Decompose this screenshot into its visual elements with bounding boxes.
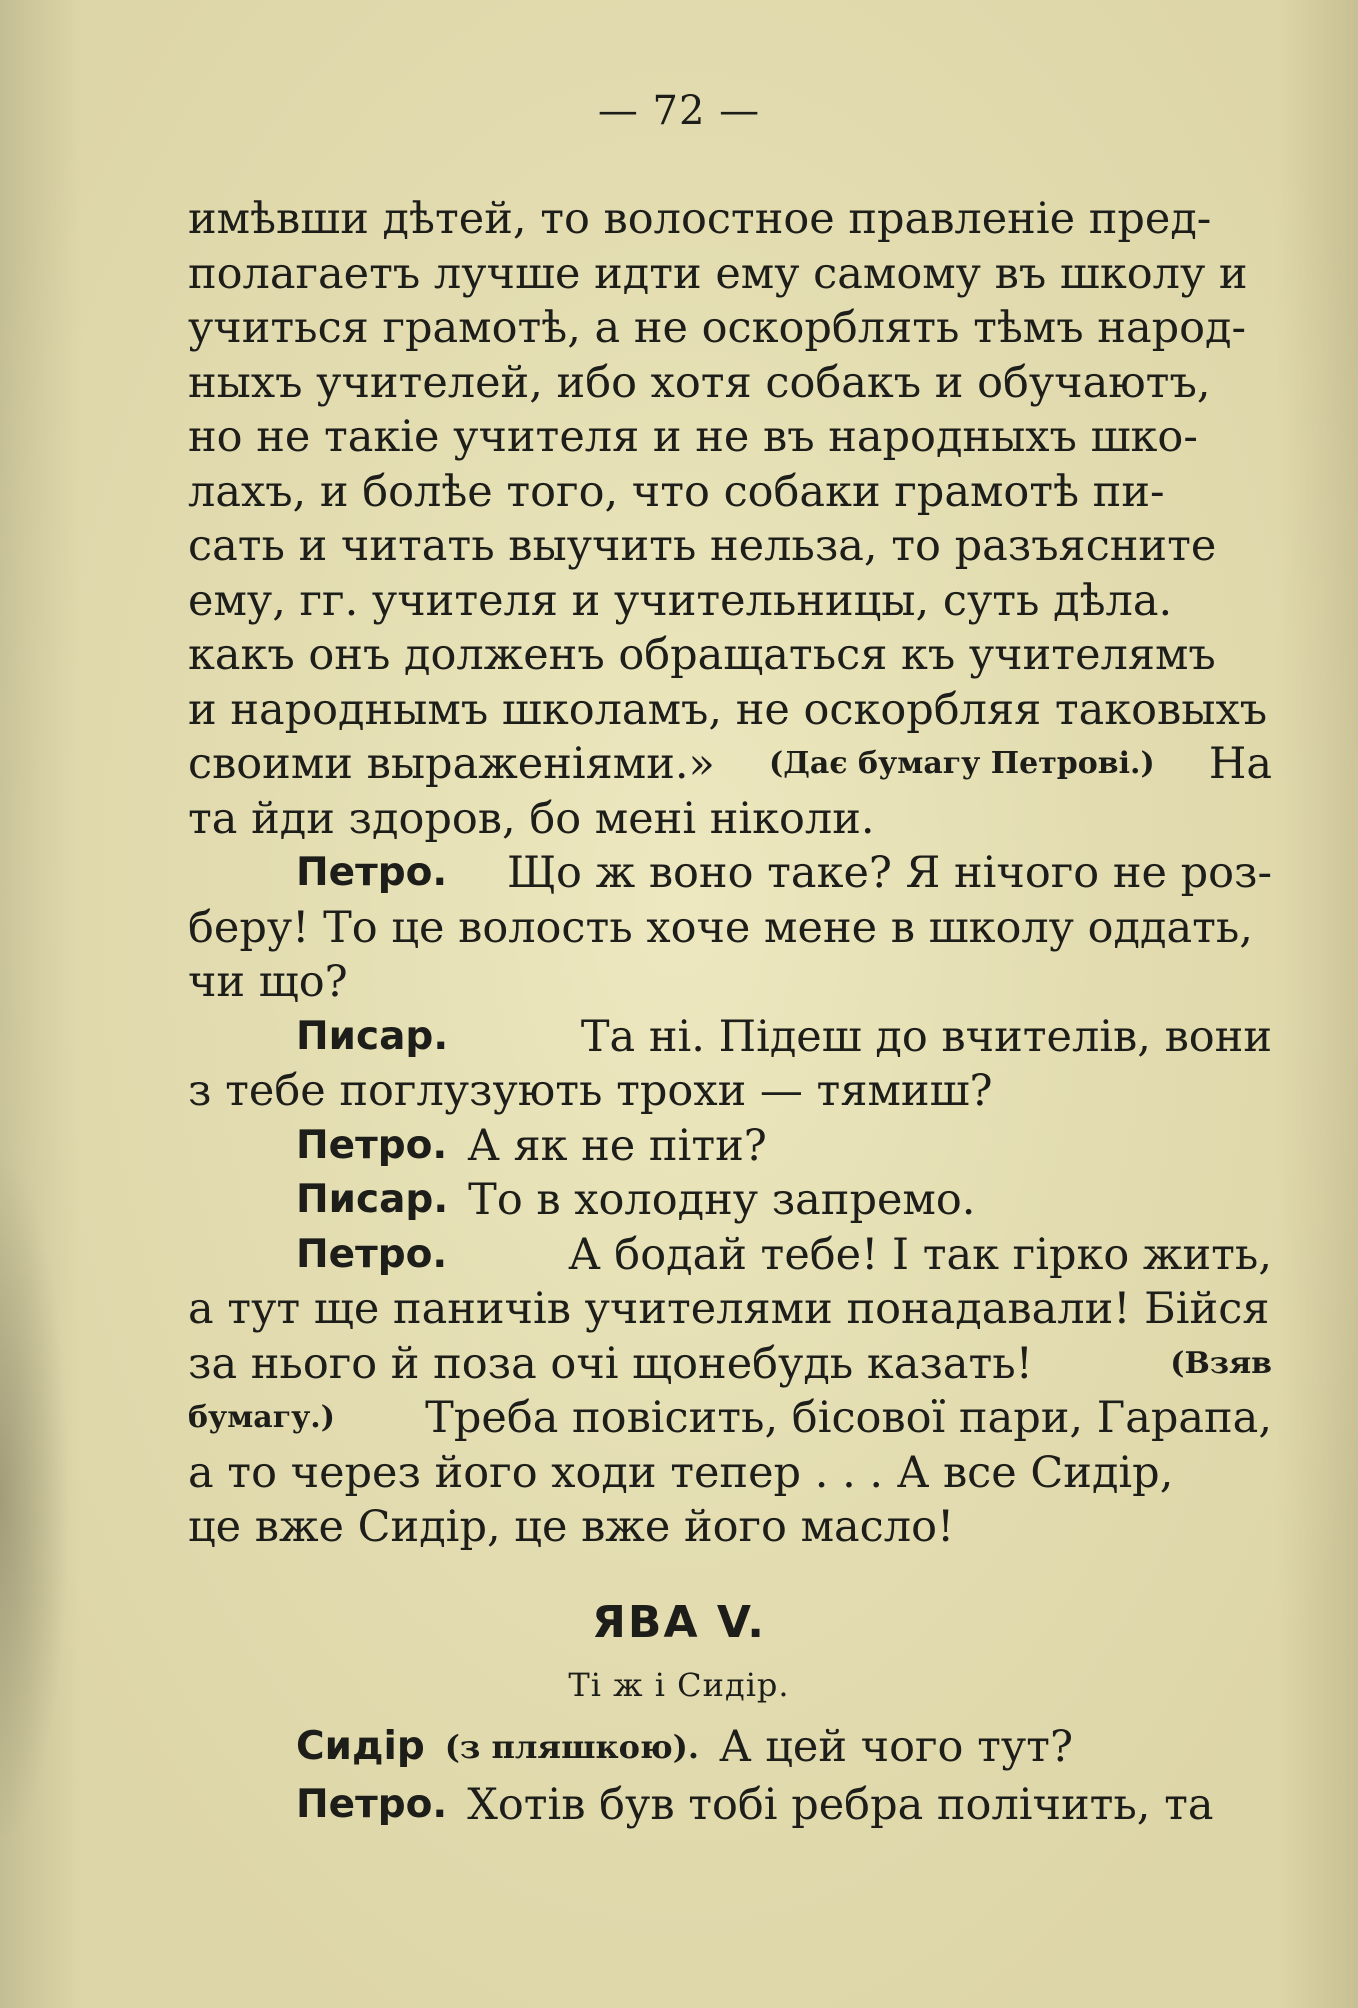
line-text: беру! То це волость хоче мене в школу оддать, (188, 902, 1253, 953)
line-text: лахъ, и болѣе того, что собаки грамотѣ пи- (188, 466, 1165, 517)
speaker-name: Петро. (296, 1122, 448, 1168)
text-line (188, 1446, 1272, 1501)
stage-direction: (з пляшкою). (444, 1728, 699, 1766)
dialogue-text: То в холодну запремо. (468, 1175, 976, 1225)
line-text: за нього й поза очі щонебудь казать! (188, 1338, 1033, 1389)
text-line (188, 574, 1272, 629)
dialogue-text: Хотів був тобі ребра полічить, та (467, 1780, 1214, 1830)
line-text: своими выраженіями.» (188, 739, 715, 789)
page-shadow (0, 1150, 70, 1850)
dialogue-line (188, 1776, 1272, 1834)
speaker-name: Петро. (296, 1231, 448, 1277)
line-text: це вже Сидір, це вже його масло! (188, 1502, 955, 1552)
text-line (188, 792, 1272, 847)
line-text: ныхъ учителей, ибо хотя собакъ и обучаютъ, (188, 357, 1211, 408)
scene-dialogue (188, 1718, 1272, 1834)
line-text: сать и читать выучить нельза, то разъясните (188, 521, 1217, 571)
scene-cast: Ті ж і Сидір. (568, 1666, 790, 1704)
text-line (188, 901, 1272, 956)
speaker-name: Петро. (296, 1782, 448, 1827)
text-line (188, 1500, 1272, 1555)
line-text: а то через його ходи тепер . . . А все Сидір, (188, 1447, 1174, 1498)
text-line (188, 1337, 1272, 1392)
dialogue-text: А бодай тебе! І так гірко жить, (568, 1229, 1272, 1280)
line-text: какъ онъ долженъ обращаться къ учителямъ (188, 630, 1216, 680)
line-text: ему, гг. учителя и учительницы, суть дѣла. (188, 575, 1173, 626)
text-line (188, 1391, 1272, 1446)
text-line (188, 192, 1272, 247)
stage-direction: бумагу.) (188, 1400, 335, 1435)
dialogue-line (188, 1173, 1272, 1228)
text-line (188, 410, 1272, 465)
text-line (188, 955, 1272, 1010)
dialogue-line (188, 1119, 1272, 1174)
line-text: и народнымъ школамъ, не оскорбляя таковыхъ (188, 684, 1268, 735)
dialogue-text: Що ж воно таке? Я нічого не роз- (506, 848, 1272, 898)
line-text: з тебе поглузують трохи — тямиш? (188, 1066, 993, 1116)
line-text: полагаетъ лучше идти ему самому въ школу и (188, 248, 1248, 299)
text-line (188, 519, 1272, 574)
dialogue-text: А як не піти? (467, 1120, 767, 1171)
main-text (188, 192, 1272, 1555)
text-line (188, 1064, 1272, 1119)
line-text: а тут ще паничів учителями понадавали! Бійся (188, 1284, 1270, 1334)
speaker-name: Сидір (296, 1724, 425, 1769)
line-text: чи що? (188, 957, 348, 1007)
text-line (188, 683, 1272, 738)
line-text: та йди здоров, бо мені ніколи. (188, 793, 875, 844)
text-line (188, 465, 1272, 520)
scene-title: ЯВА V. (592, 1597, 766, 1648)
line-text: Треба повісить, бісової пари, Гарапа, (425, 1393, 1272, 1443)
dialogue-line (188, 1228, 1272, 1283)
text-line (188, 737, 1272, 792)
stage-direction: (Взяв (1170, 1345, 1272, 1381)
speaker-name: Петро. (296, 850, 448, 895)
page-number: — 72 — (597, 88, 761, 134)
dialogue-text: А цей чого тут? (719, 1722, 1073, 1772)
line-text: имѣвши дѣтей, то волостное правленіе пред- (188, 194, 1212, 244)
dialogue-line (188, 1010, 1272, 1065)
dialogue-line (188, 846, 1272, 901)
text-line (188, 247, 1272, 302)
stage-direction: (Дає бумагу Петрові.) (769, 746, 1155, 781)
text-line (188, 1282, 1272, 1337)
line-text: но не такіе учителя и не въ народныхъ шко- (188, 412, 1198, 462)
speaker-name: Писар. (296, 1177, 449, 1222)
line-text: учиться грамотѣ, а не оскорблять тѣмъ народ- (188, 303, 1246, 353)
speaker-name: Писар. (296, 1013, 449, 1059)
dialogue-text: Та ні. Підеш до вчителів, вони (580, 1011, 1272, 1062)
dialogue-line (188, 1718, 1272, 1776)
line-text: На (1208, 739, 1272, 789)
text-line (188, 628, 1272, 683)
text-line (188, 356, 1272, 411)
text-line (188, 301, 1272, 356)
